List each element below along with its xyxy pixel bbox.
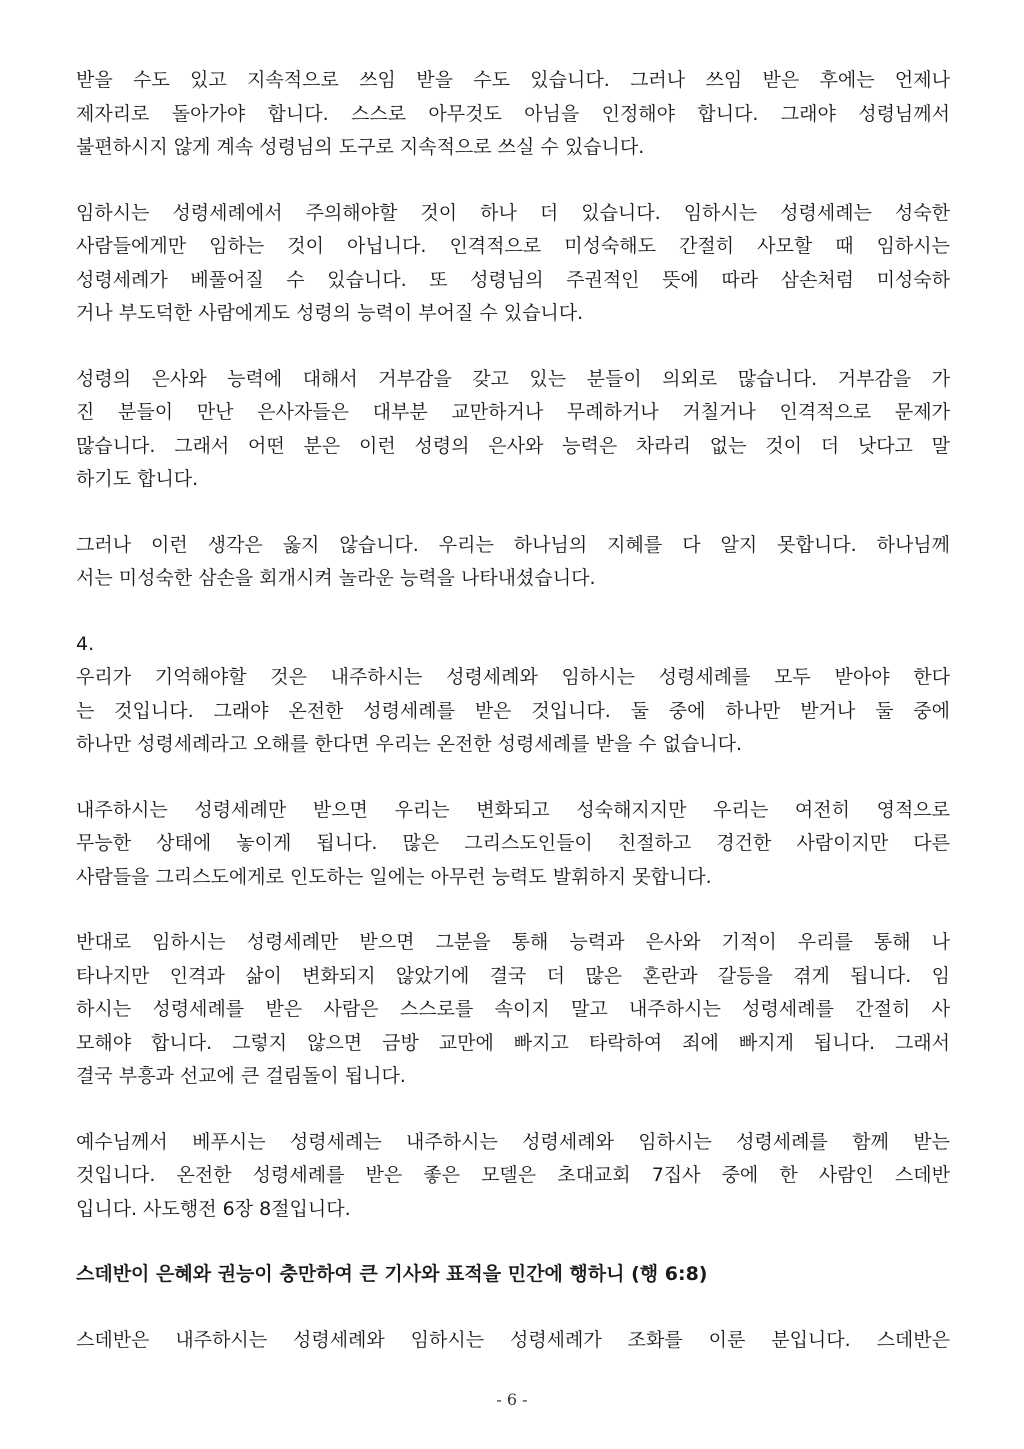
paragraph-7 (76, 926, 950, 1094)
section-number: 4. (76, 632, 95, 655)
text-line: 서는 미성숙한 삼손을 회개시켜 놀라운 능력을 나타내셨습니다. (76, 567, 596, 589)
text-line: 하시는 성령세례를 받은 사람은 스스로를 속이지 말고 내주하시는 성령세례를 간절히 사 (76, 998, 950, 1020)
text-line: 많습니다. 그래서 어떤 분은 이런 성령의 은사와 능력은 차라리 없는 것이 더 낫다고 말 (76, 434, 950, 457)
paragraph-10 (76, 1324, 950, 1358)
text-line: 입니다. 사도행전 6장 8절입니다. (76, 1197, 351, 1220)
text-line: 그러나 이런 생각은 옳지 않습니다. 우리는 하나님의 지혜를 다 알지 못합니다. 하나님께 (76, 533, 950, 556)
text-line: 스데반은 내주하시는 성령세례와 임하시는 성령세례가 조화를 이룬 분입니다. 스데반은 (76, 1328, 950, 1351)
text-line: 임하시는 성령세례에서 주의해야할 것이 하나 더 있습니다. 임하시는 성령세례는 성숙한 (76, 201, 950, 224)
text-line: 결국 부흥과 선교에 큰 걸림돌이 됩니다. (76, 1065, 406, 1087)
document-body (76, 64, 950, 1389)
paragraph-3 (76, 363, 950, 497)
page-number: - 6 - (496, 1390, 528, 1409)
text-line: 불편하시지 않게 계속 성령님의 도구로 지속적으로 쓰실 수 있습니다. (76, 136, 645, 158)
text-line: 사람들에게만 임하는 것이 아닙니다. 인격적으로 미성숙해도 간절히 사모할 때 임하시는 (76, 235, 950, 257)
text-line: 것입니다. 온전한 성령세례를 받은 좋은 모델은 초대교회 7집사 중에 한 사람인 스데반 (76, 1164, 950, 1186)
paragraph-4 (76, 529, 950, 596)
scripture-line: 스데반이 은혜와 권능이 충만하여 큰 기사와 표적을 민간에 행하니 (행 6:8) (76, 1263, 708, 1285)
text-line: 사람들을 그리스도에게로 인도하는 일에는 아무런 능력도 발휘하지 못합니다. (76, 865, 712, 888)
paragraph-2 (76, 197, 950, 331)
text-line: 타나지만 인격과 삶이 변화되지 않았기에 결국 더 많은 혼란과 갈등을 겪게 됩니다. 임 (76, 964, 950, 987)
text-line: 하기도 합니다. (76, 468, 199, 490)
text-line: 하나만 성령세례라고 오해를 한다면 우리는 온전한 성령세례를 받을 수 없습니다. (76, 733, 743, 755)
text-line: 모해야 합니다. 그렇지 않으면 금방 교만에 빠지고 타락하여 죄에 빠지게 됩니다. 그래서 (76, 1031, 950, 1054)
paragraph-5-section-4 (76, 628, 950, 762)
paragraph-1 (76, 64, 950, 165)
text-line: 내주하시는 성령세례만 받으면 우리는 변화되고 성숙해지지만 우리는 여전히 영적으로 (76, 798, 950, 821)
text-line: 는 것입니다. 그래야 온전한 성령세례를 받은 것입니다. 둘 중에 하나만 받거나 둘 중에 (76, 699, 950, 722)
text-line: 받을 수도 있고 지속적으로 쓰임 받을 수도 있습니다. 그러나 쓰임 받은 후에는 언제나 (76, 69, 950, 91)
text-line: 무능한 상태에 놓이게 됩니다. 많은 그리스도인들이 친절하고 경건한 사람이지만 다른 (76, 832, 950, 854)
text-line: 제자리로 돌아가야 합니다. 스스로 아무것도 아님을 인정해야 합니다. 그래야 성령님께서 (76, 102, 950, 125)
text-line: 성령의 은사와 능력에 대해서 거부감을 갖고 있는 분들이 의외로 많습니다. 거부감을 가 (76, 367, 950, 390)
text-line: 반대로 임하시는 성령세례만 받으면 그분을 통해 능력과 은사와 기적이 우리를 통해 나 (76, 931, 950, 953)
text-line: 성령세례가 베풀어질 수 있습니다. 또 성령님의 주권적인 뜻에 따라 삼손처럼 미성숙하 (76, 268, 950, 291)
text-line: 우리가 기억해야할 것은 내주하시는 성령세례와 임하시는 성령세례를 모두 받아야 한다 (76, 666, 950, 688)
text-line: 예수님께서 베푸시는 성령세례는 내주하시는 성령세례와 임하시는 성령세례를 함께 받는 (76, 1130, 950, 1153)
text-line: 진 분들이 만난 은사자들은 대부분 교만하거나 무례하거나 거칠거나 인격적으로 문제가 (76, 401, 950, 423)
paragraph-8 (76, 1126, 950, 1227)
paragraph-6 (76, 794, 950, 895)
scripture-quote (76, 1258, 950, 1292)
text-line: 거나 부도덕한 사람에게도 성령의 능력이 부어질 수 있습니다. (76, 302, 584, 324)
